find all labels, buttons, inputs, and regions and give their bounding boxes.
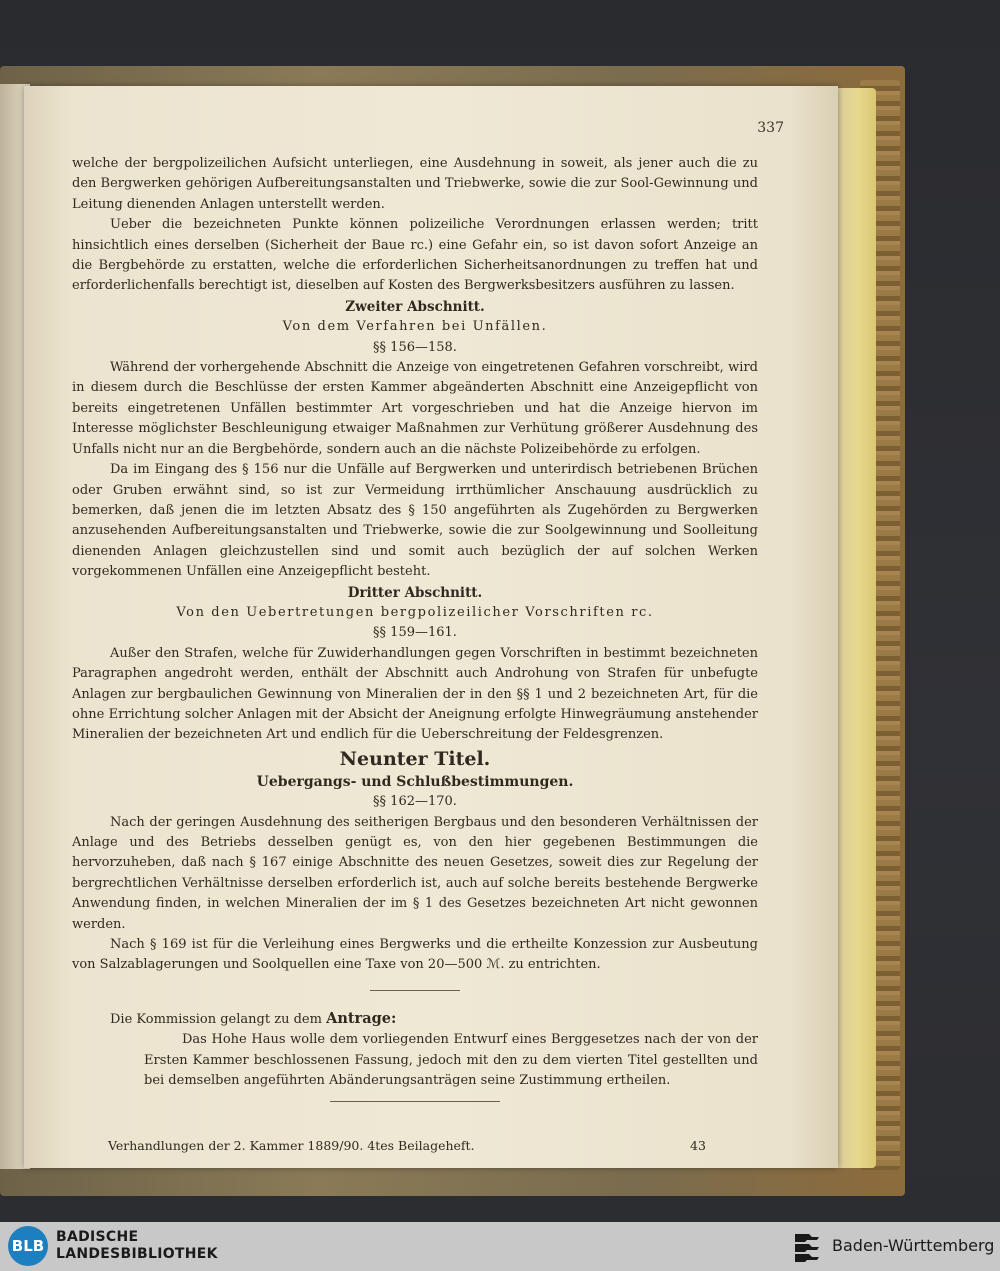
section-subheading: Von den Uebertretungen bergpolizeilicher Vorschriften rc. xyxy=(176,604,654,620)
bottom-bar xyxy=(0,1222,1000,1271)
paragraph: Außer den Strafen, welche für Zuwiderhandlungen gegen Vorschriften in bestimmt bezeichneten Paragraphen angedroht werden, enthält der Abschnitt auch Androhung von Strafen für unbefugte Anlagen zur bergbaulichen Gewinnung von Mineralien der in den §§ 1 und 2 bezeichneten Art, für die ohne Errichtung solcher Anlagen mit der Absicht der Aneignung erfolgte Hinwegräumung anstehender Mineralien der bezeichneten Art und endlich für die Ueberschreitung der Feldesgrenzen. xyxy=(72,645,758,743)
separator-line xyxy=(370,990,460,991)
motion-intro xyxy=(72,1009,758,1030)
motion-intro-text: Die Kommission gelangt zu dem xyxy=(110,1011,322,1027)
lions-crest-icon[interactable] xyxy=(792,1230,822,1262)
state-name[interactable]: Baden-Württemberg xyxy=(832,1236,995,1255)
blb-logo-icon[interactable]: BLB xyxy=(8,1226,48,1266)
section-heading: Zweiter Abschnitt. xyxy=(345,298,485,315)
paragraph: Nach der geringen Ausdehnung des seitherigen Bergbaus und den besonderen Verhältnissen der Anlage und des Betriebs desselben genügt es, von den hier gegebenen Bestimmungen die hervorzuheben, daß nach § 167 einige Abschnitte des neuen Gesetzes, soweit dies zur Regelung der bergrechtlichen Verhältnisse derselben erforderlich ist, auch auf solche bereits bestehende Bergwerke Anwendung finden, in welchen Mineralien der im § 1 des Gesetzes bezeichneten Art nicht gewonnen werden. xyxy=(72,814,758,932)
page-text xyxy=(72,154,758,1108)
paragraph: Während der vorhergehende Abschnitt die Anzeige von eingetretenen Gefahren vorschreibt, wird in diesem durch die Beschlüsse der ersten Kammer abgeänderten Abschnitt eine Anzeigepflicht von bereits eingetretenen Unfällen bestimmter Art vorgeschrieben und hat die Anzeige hiervon im Interesse möglichster Beschleunigung etwaiger Maßnahmen zur Verhütung größerer Ausdehnung des Unfalls nicht nur an die Bergbehörde, sondern auch an die nächste Polizeibehörde zu erfolgen. xyxy=(72,360,758,457)
title-paragraph-range: §§ 162—170. xyxy=(373,794,457,810)
paragraph: Ueber die bezeichneten Punkte können polizeiliche Verordnungen erlassen werden; tritt hinsichtlich eines derselben (Sicherheit der Baue rc.) eine Gefahr ein, so ist davon sofort Anzeige an die Bergbehörde zu erstatten, welche die erforderlichen Sicherheitsanordnungen zu treffen hat und erforderlichenfalls berechtigt ist, dieselben auf Kosten des Bergwerksbesitzers ausführen zu lassen. xyxy=(72,217,758,294)
footer-sheet-number: 43 xyxy=(690,1138,706,1153)
motion-text: Das Hohe Haus wolle dem vorliegenden Entwurf eines Berggesetzes nach der von der Ersten Kammer beschlossenen Fassung, jedoch mit den zu dem vierten Titel gestellten und bei demselben angeführten Abänderungsanträgen seine Zustimmung ertheilen. xyxy=(144,1032,758,1089)
section-paragraph-range: §§ 159—161. xyxy=(373,625,457,641)
library-name-line1: BADISCHE xyxy=(56,1229,139,1245)
library-name-line2: LANDESBIBLIOTHEK xyxy=(56,1246,218,1262)
title-subheading: Uebergangs- und Schlußbestimmungen. xyxy=(256,773,574,790)
section-subheading: Von dem Verfahren bei Unfällen. xyxy=(282,319,548,335)
paragraph: Da im Eingang des § 156 nur die Unfälle auf Bergwerken und unterirdisch betriebenen Brüchen oder Gruben erwähnt sind, so ist zur Vermeidung irrthümlicher Anschauung ausdrücklich zu bemerken, daß jenen die im letzten Absatz des § 150 angeführten als Zugehörden zu Bergwerken anzusehenden Aufbereitungsanstalten und Triebwerke, sowie die zur Soolgewinnung und Soolleitung dienenden Anlagen gleichzustellen sind und somit auch bezüglich der auf solchen Werken vorgekommenen Unfällen eine Anzeigepflicht besteht. xyxy=(72,462,758,580)
motion-keyword: Antrage: xyxy=(326,1009,397,1027)
section-paragraph-range: §§ 156—158. xyxy=(373,339,457,355)
page-number: 337 xyxy=(757,120,784,136)
title-heading: Neunter Titel. xyxy=(339,747,491,770)
library-name[interactable] xyxy=(56,1229,218,1263)
paragraph: welche der bergpolizeilichen Aufsicht unterliegen, eine Ausdehnung in soweit, als jener auch die zu den Bergwerken gehörigen Aufbereitungsanstalten und Triebwerke, sowie die zur Sool-Gewinnung und Leitung dienenden Anlagen unterstellt werden. xyxy=(72,156,758,212)
footer-publication: Verhandlungen der 2. Kammer 1889/90. 4tes Beilageheft. xyxy=(108,1138,475,1153)
section-heading: Dritter Abschnitt. xyxy=(347,584,483,601)
paragraph: Nach § 169 ist für die Verleihung eines Bergwerks und die ertheilte Konzession zur Ausbeutung von Salzablagerungen und Soolquellen eine Taxe von 20—500 ℳ. zu entrichten. xyxy=(72,937,758,973)
book-page xyxy=(24,86,838,1168)
footer-separator xyxy=(330,1101,500,1102)
